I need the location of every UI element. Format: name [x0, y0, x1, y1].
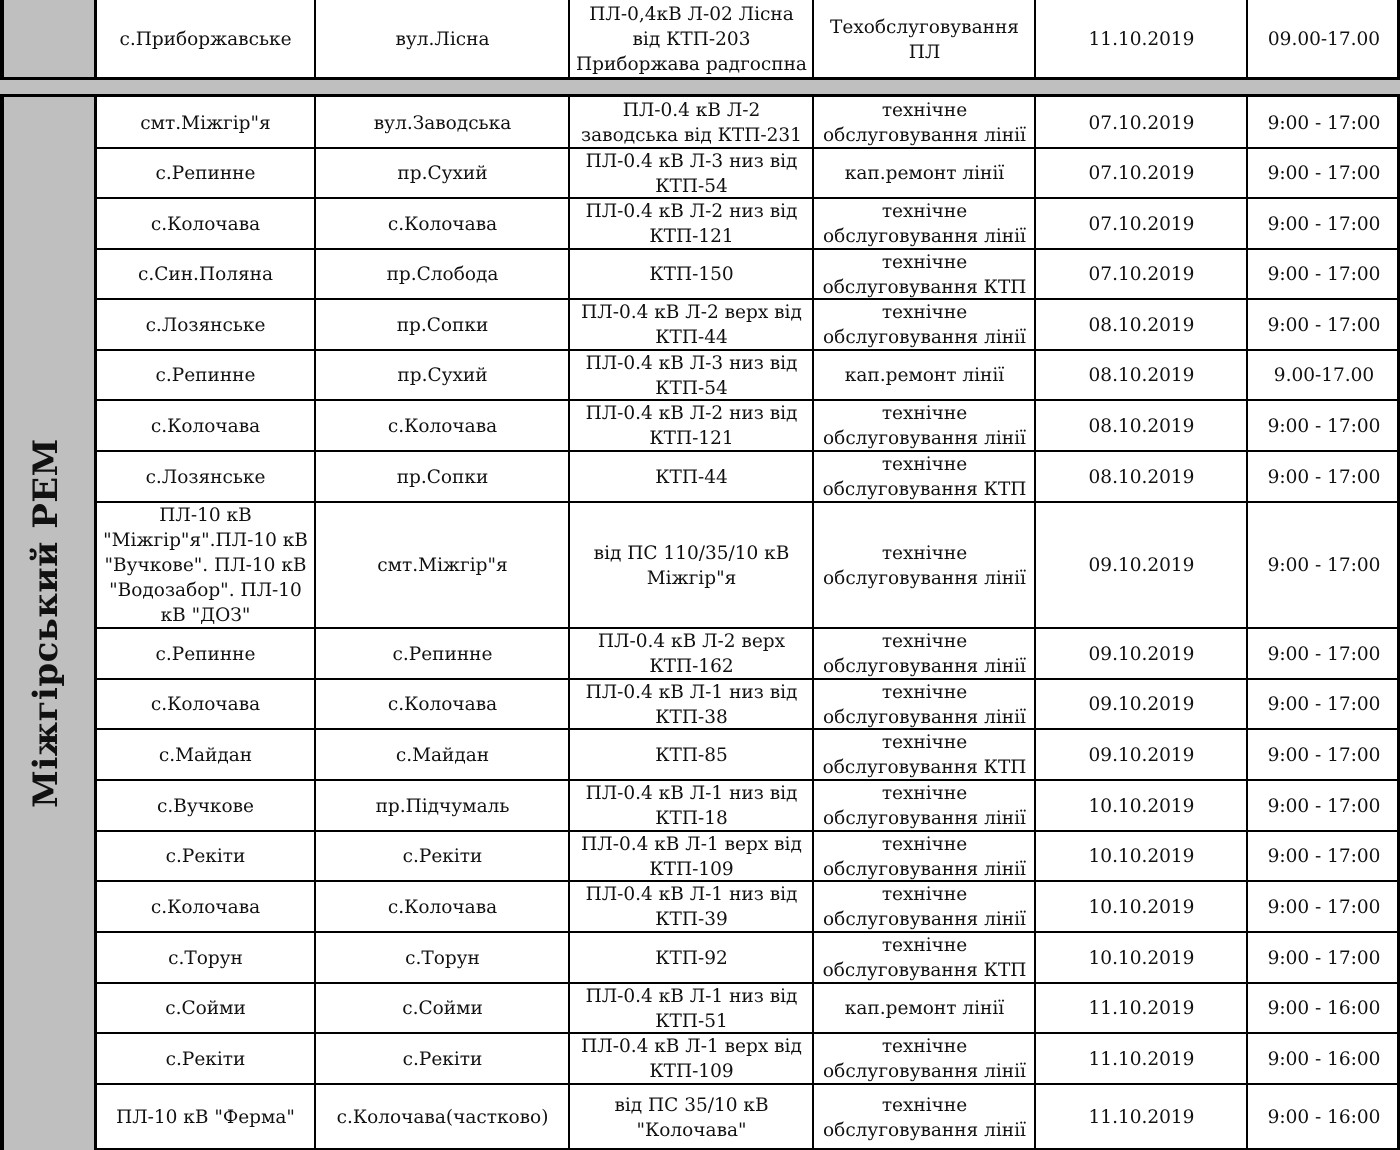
row-work-cell: кап.ремонт лінії — [844, 163, 1005, 184]
column-divider — [1034, 97, 1036, 1150]
row-street-cell: с.Колочава — [387, 213, 498, 235]
region-column-left-border — [0, 96, 4, 1150]
row-object-cell: ПЛ-0.4 кВ Л-1 низ від КТП-38 — [585, 681, 798, 728]
row-time-cell: 9:00 - 17:00 — [1267, 744, 1381, 766]
row-date-cell: 08.10.2019 — [1088, 365, 1195, 386]
row-divider — [95, 830, 1400, 832]
row-work-cell: технічне обслуговування лінії — [823, 100, 1026, 146]
row-object-cell: від ПС 110/35/10 кВ Міжгір"я — [593, 542, 790, 589]
row-date-cell: 11.10.2019 — [1088, 1048, 1195, 1070]
row-work-cell: технічне обслуговування КТП — [822, 251, 1027, 298]
row-street-cell: пр.Сопки — [396, 466, 489, 488]
column-divider — [1246, 0, 1248, 79]
row-date-cell: 08.10.2019 — [1088, 466, 1195, 488]
row-locality-cell: с.Колочава — [150, 896, 261, 918]
row-time-cell: 9:00 - 17:00 — [1267, 112, 1381, 134]
column-divider — [1246, 97, 1248, 1150]
row-street-cell: с.Колочава — [387, 415, 498, 437]
row-divider — [95, 627, 1400, 629]
row-divider — [95, 779, 1400, 781]
row-object-cell: КТП-92 — [655, 947, 728, 969]
row-object-cell: ПЛ-0.4 кВ Л-2 верх КТП-162 — [597, 631, 786, 677]
top-row-time-cell: 09.00-17.00 — [1267, 29, 1381, 50]
row-street-cell: с.Рекіти — [402, 1048, 483, 1070]
row-locality-cell: с.Вучкове — [156, 795, 255, 817]
row-street-cell: с.Торун — [405, 947, 480, 969]
row-divider — [95, 931, 1400, 933]
row-time-cell: 9:00 - 17:00 — [1267, 896, 1381, 918]
row-date-cell: 09.10.2019 — [1088, 744, 1195, 766]
row-locality-cell: с.Колочава — [150, 415, 261, 437]
row-divider — [95, 147, 1400, 149]
row-date-cell: 11.10.2019 — [1088, 1107, 1195, 1128]
row-divider — [95, 450, 1400, 452]
row-date-cell: 07.10.2019 — [1088, 213, 1195, 235]
row-divider — [95, 678, 1400, 680]
row-street-cell: с.Рекіти — [402, 846, 483, 867]
row-date-cell: 09.10.2019 — [1088, 643, 1195, 665]
row-street-cell: с.Колочава — [387, 896, 498, 918]
row-divider — [95, 880, 1400, 882]
row-divider — [95, 1083, 1400, 1085]
region-name-cell — [0, 96, 92, 1150]
row-time-cell: 9:00 - 17:00 — [1267, 555, 1381, 576]
row-work-cell: технічне обслуговування лінії — [823, 833, 1026, 880]
row-street-cell: пр.Підчумаль — [375, 795, 510, 817]
row-object-cell: від ПС 35/10 кВ "Колочава" — [614, 1094, 769, 1141]
top-row-object-cell: ПЛ-0,4кВ Л-02 Лісна від КТП-203 Приборжава радгоспна — [576, 4, 807, 75]
row-locality-cell: ПЛ-10 кВ "Міжгір"я".ПЛ-10 кВ "Вучкове". ПЛ-10 кВ "Водозабор". ПЛ-10 кВ "ДОЗ" — [103, 505, 308, 626]
row-divider — [95, 501, 1400, 503]
row-time-cell: 9:00 - 17:00 — [1267, 163, 1381, 184]
region-column-top — [0, 0, 95, 80]
row-street-cell: пр.Слобода — [386, 264, 499, 285]
row-work-cell: технічне обслуговування лінії — [823, 1094, 1026, 1141]
row-time-cell: 9:00 - 17:00 — [1267, 643, 1381, 665]
row-time-cell: 9:00 - 16:00 — [1267, 1048, 1381, 1070]
row-date-cell: 10.10.2019 — [1088, 947, 1195, 969]
row-date-cell: 09.10.2019 — [1088, 555, 1195, 576]
row-work-cell: технічне обслуговування лінії — [823, 884, 1026, 930]
row-object-cell: ПЛ-0.4 кВ Л-2 верх від КТП-44 — [581, 302, 802, 348]
row-work-cell: технічне обслуговування КТП — [822, 935, 1027, 981]
row-date-cell: 09.10.2019 — [1088, 694, 1195, 715]
row-work-cell: кап.ремонт лінії — [844, 998, 1005, 1019]
row-object-cell: ПЛ-0.4 кВ Л-3 низ від КТП-54 — [585, 150, 798, 197]
row-time-cell: 9:00 - 16:00 — [1267, 1107, 1381, 1128]
column-divider — [812, 97, 814, 1150]
row-time-cell: 9:00 - 17:00 — [1267, 213, 1381, 235]
row-street-cell: пр.Сухий — [397, 365, 488, 386]
row-locality-cell: с.Лозянське — [145, 466, 266, 488]
row-work-cell: технічне обслуговування лінії — [823, 201, 1026, 247]
top-row-work-cell: Техобслуговування ПЛ — [830, 16, 1019, 63]
column-divider — [812, 0, 814, 79]
row-locality-cell: с.Репинне — [155, 163, 256, 184]
row-divider — [95, 248, 1400, 250]
row-work-cell: технічне обслуговування КТП — [822, 732, 1027, 778]
row-object-cell: ПЛ-0.4 кВ Л-1 верх від КТП-109 — [581, 833, 802, 880]
row-locality-cell: с.Сойми — [165, 998, 246, 1019]
section-border-top — [0, 77, 1400, 80]
row-date-cell: 07.10.2019 — [1088, 163, 1195, 184]
row-street-cell: с.Колочава — [387, 694, 498, 715]
row-divider — [95, 1032, 1400, 1034]
row-divider — [95, 982, 1400, 984]
row-date-cell: 07.10.2019 — [1088, 264, 1195, 285]
row-locality-cell: с.Рекіти — [165, 846, 246, 867]
row-locality-cell: с.Торун — [168, 947, 243, 969]
row-locality-cell: с.Лозянське — [145, 314, 266, 336]
row-time-cell: 9:00 - 17:00 — [1267, 415, 1381, 437]
row-work-cell: технічне обслуговування лінії — [823, 302, 1026, 348]
row-work-cell: технічне обслуговування лінії — [823, 403, 1026, 449]
column-divider — [568, 0, 570, 79]
row-street-cell: с.Репинне — [392, 643, 493, 665]
row-work-cell: кап.ремонт лінії — [844, 365, 1005, 386]
row-time-cell: 9:00 - 16:00 — [1267, 998, 1381, 1019]
column-divider — [1034, 0, 1036, 79]
row-locality-cell: с.Колочава — [150, 213, 261, 235]
row-time-cell: 9:00 - 17:00 — [1267, 264, 1381, 285]
row-work-cell: технічне обслуговування лінії — [823, 681, 1026, 728]
top-row-street-cell: вул.Лісна — [395, 29, 490, 50]
row-street-cell: вул.Заводська — [373, 112, 512, 134]
row-street-cell: с.Колочава(частково) — [336, 1107, 549, 1128]
column-divider — [568, 97, 570, 1150]
row-locality-cell: с.Репинне — [155, 643, 256, 665]
row-date-cell: 10.10.2019 — [1088, 846, 1195, 867]
row-object-cell: ПЛ-0.4 кВ Л-1 верх від КТП-109 — [581, 1036, 802, 1082]
region-column-right-border — [94, 96, 97, 1150]
row-locality-cell: с.Син.Поляна — [138, 264, 273, 285]
row-street-cell: смт.Міжгір"я — [377, 555, 508, 576]
region-column-left-border — [0, 0, 4, 80]
region-column-right-border — [94, 0, 97, 80]
row-work-cell: технічне обслуговування лінії — [823, 783, 1026, 829]
row-object-cell: ПЛ-0.4 кВ Л-2 заводська від КТП-231 — [581, 100, 802, 146]
region-name: Міжгірський РЕМ — [26, 438, 67, 808]
row-object-cell: КТП-44 — [655, 466, 728, 488]
row-object-cell: ПЛ-0.4 кВ Л-1 низ від КТП-51 — [585, 985, 798, 1032]
row-date-cell: 07.10.2019 — [1088, 112, 1195, 134]
column-divider — [314, 0, 316, 79]
section-border-bottom — [0, 94, 1400, 97]
row-street-cell: с.Майдан — [395, 744, 490, 766]
row-divider — [95, 298, 1400, 300]
row-locality-cell: с.Колочава — [150, 694, 261, 715]
row-locality-cell: смт.Міжгір"я — [140, 112, 271, 134]
row-street-cell: с.Сойми — [402, 998, 483, 1019]
top-row-date-cell: 11.10.2019 — [1088, 29, 1195, 50]
row-divider — [95, 197, 1400, 199]
row-date-cell: 10.10.2019 — [1088, 896, 1195, 918]
row-locality-cell: с.Рекіти — [165, 1048, 246, 1070]
row-object-cell: ПЛ-0.4 кВ Л-1 низ від КТП-39 — [585, 884, 798, 930]
row-street-cell: пр.Сопки — [396, 314, 489, 336]
row-time-cell: 9:00 - 17:00 — [1267, 795, 1381, 817]
row-time-cell: 9:00 - 17:00 — [1267, 846, 1381, 867]
row-date-cell: 10.10.2019 — [1088, 795, 1195, 817]
row-object-cell: КТП-85 — [655, 744, 728, 766]
row-object-cell: ПЛ-0.4 кВ Л-2 низ від КТП-121 — [585, 201, 798, 247]
row-divider — [95, 349, 1400, 351]
row-time-cell: 9:00 - 17:00 — [1267, 694, 1381, 715]
row-work-cell: технічне обслуговування лінії — [823, 542, 1026, 589]
row-time-cell: 9:00 - 17:00 — [1267, 466, 1381, 488]
row-work-cell: технічне обслуговування лінії — [823, 1036, 1026, 1082]
row-street-cell: пр.Сухий — [397, 163, 488, 184]
row-date-cell: 11.10.2019 — [1088, 998, 1195, 1019]
top-row-locality-cell: с.Приборжавське — [119, 29, 292, 50]
row-object-cell: ПЛ-0.4 кВ Л-3 низ від КТП-54 — [585, 352, 798, 399]
row-object-cell: КТП-150 — [649, 264, 734, 285]
row-divider — [95, 399, 1400, 401]
row-divider — [95, 728, 1400, 730]
row-time-cell: 9.00-17.00 — [1273, 365, 1375, 386]
row-date-cell: 08.10.2019 — [1088, 415, 1195, 437]
row-date-cell: 08.10.2019 — [1088, 314, 1195, 336]
row-time-cell: 9:00 - 17:00 — [1267, 314, 1381, 336]
row-object-cell: ПЛ-0.4 кВ Л-2 низ від КТП-121 — [585, 403, 798, 449]
row-locality-cell: ПЛ-10 кВ "Ферма" — [116, 1107, 295, 1128]
row-work-cell: технічне обслуговування лінії — [823, 631, 1026, 677]
row-locality-cell: с.Майдан — [158, 744, 253, 766]
row-locality-cell: с.Репинне — [155, 365, 256, 386]
row-time-cell: 9:00 - 17:00 — [1267, 947, 1381, 969]
row-object-cell: ПЛ-0.4 кВ Л-1 низ від КТП-18 — [585, 783, 798, 829]
column-divider — [314, 97, 316, 1150]
row-work-cell: технічне обслуговування КТП — [822, 454, 1027, 500]
